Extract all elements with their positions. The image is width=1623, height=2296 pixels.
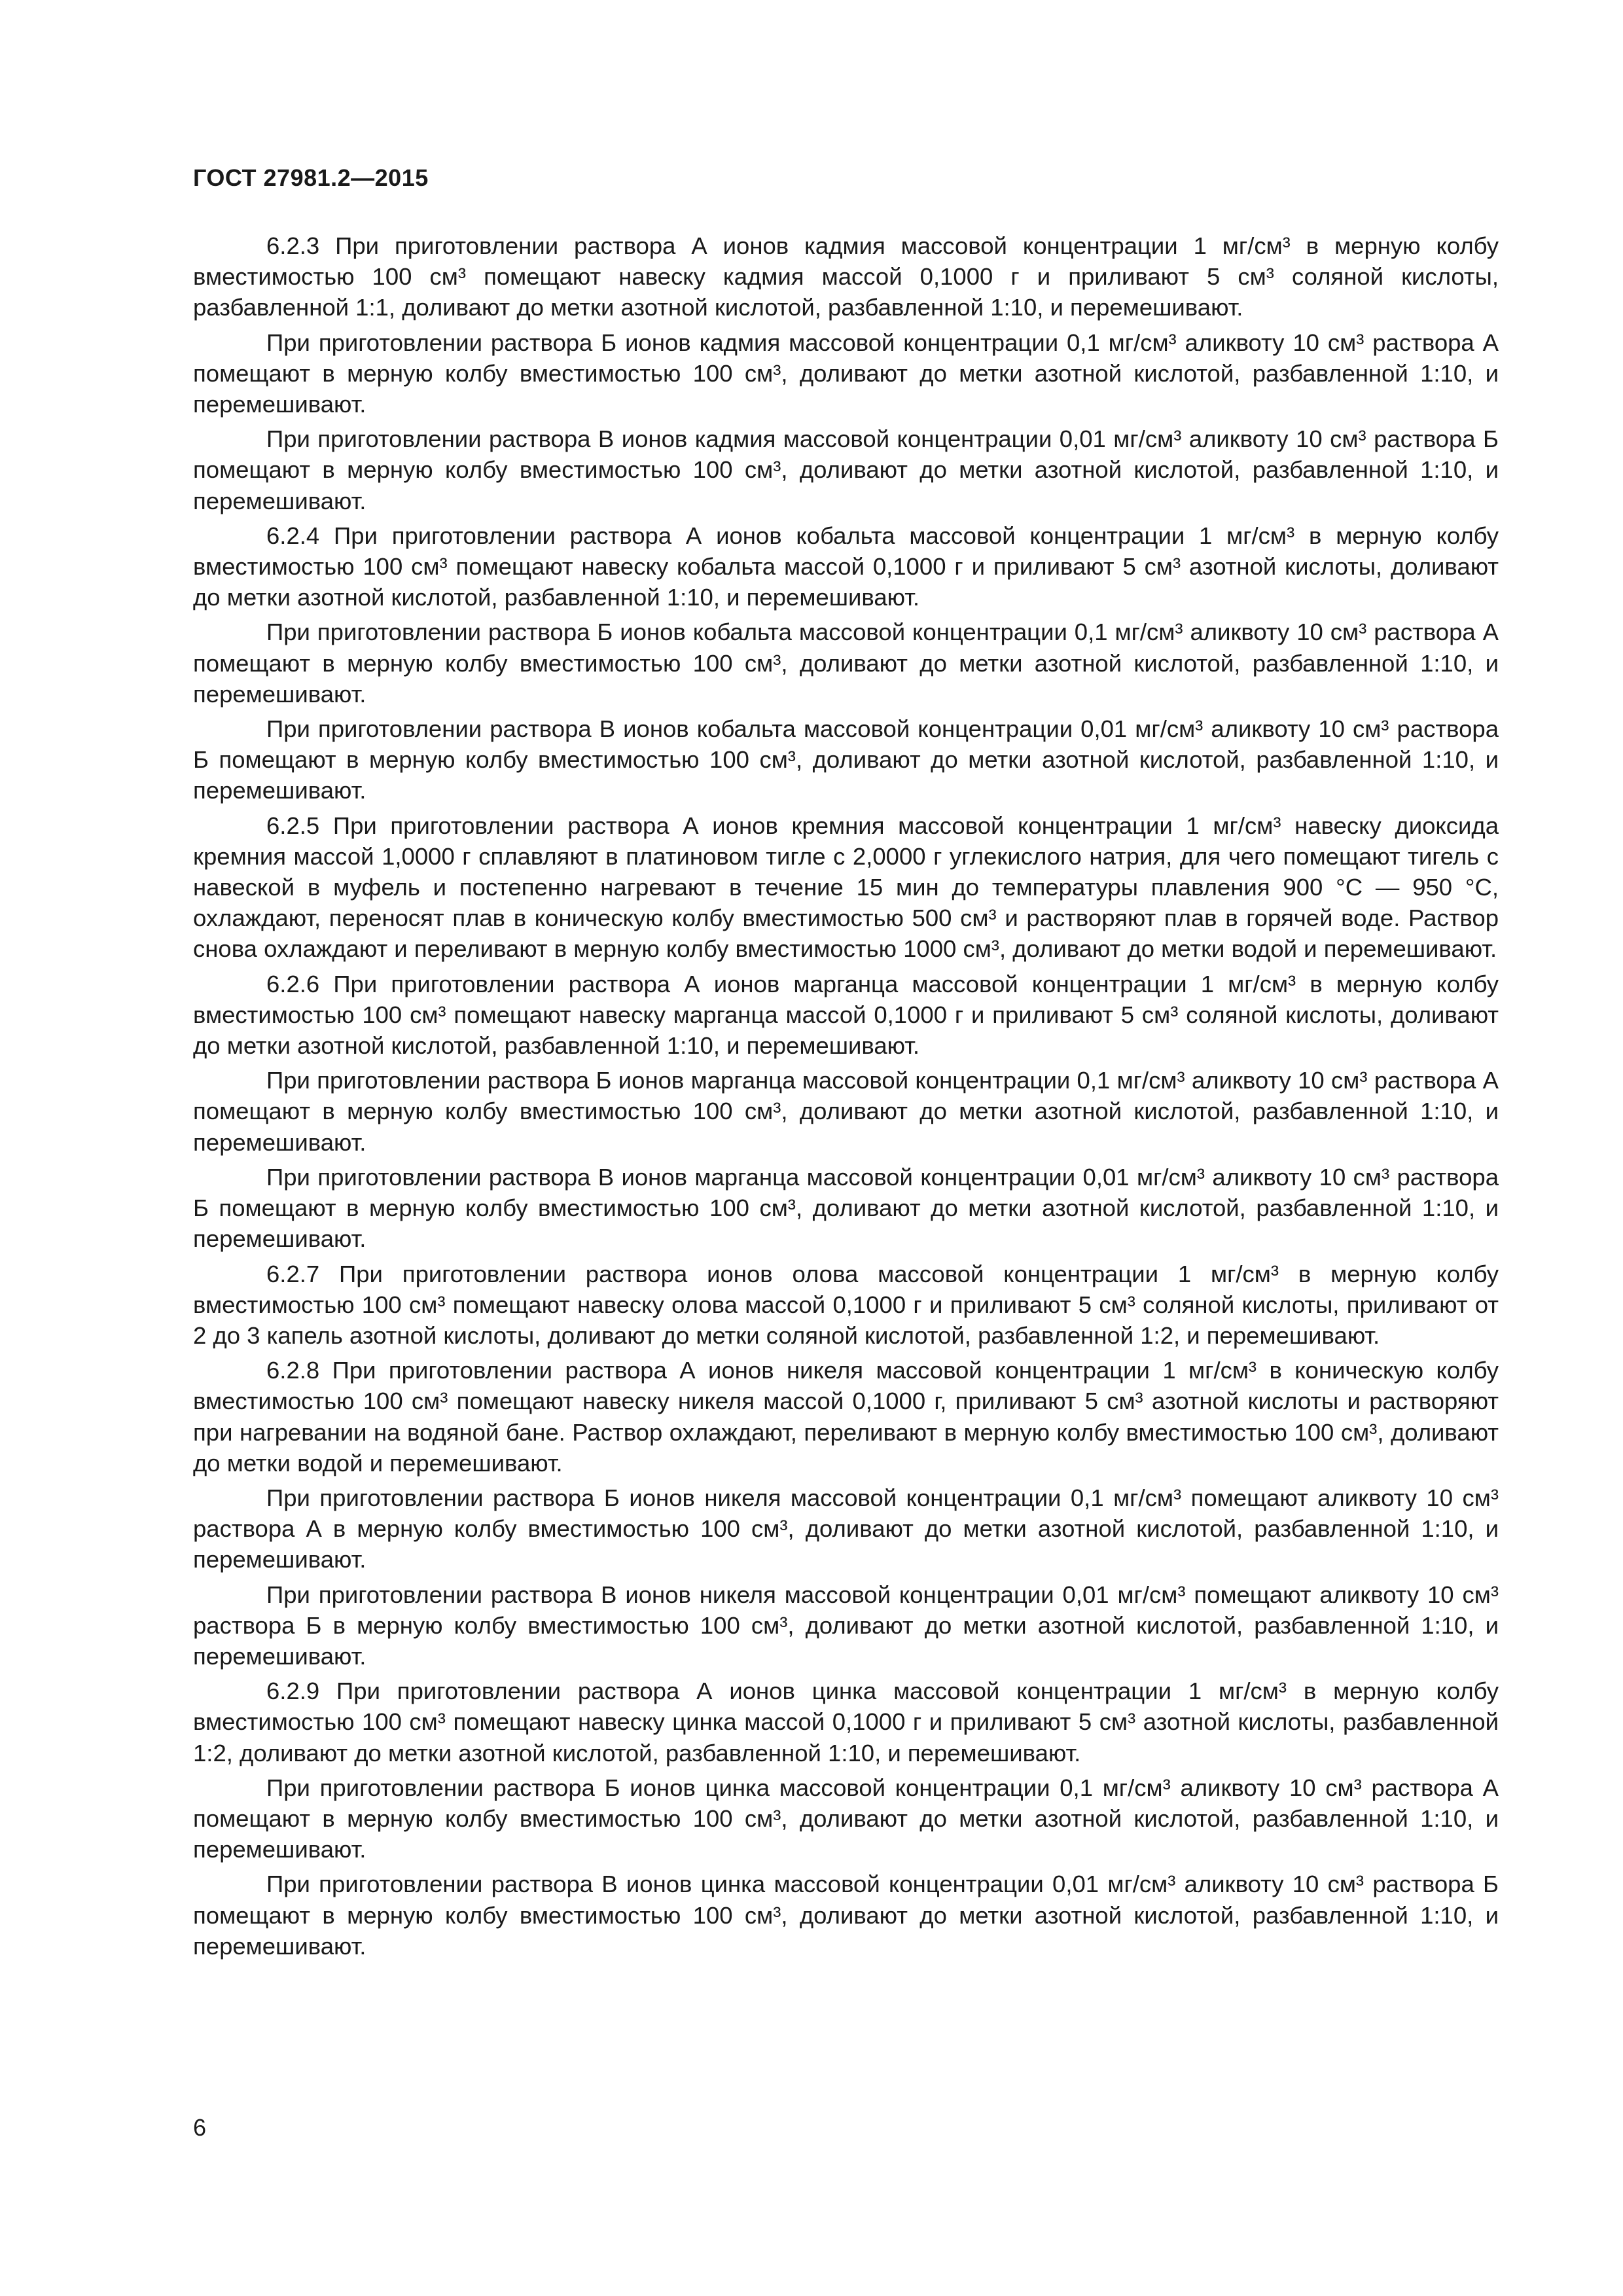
paragraph-6-2-8: 6.2.8 При приготовлении раствора А ионов никеля массовой концентрации 1 мг/см³ в коническую колбу вместимостью 100 см³ помещают навеску никеля массой 0,1000 г, приливают 5 см³ азотной кислоты и растворяют при нагревании на водяной бане. Раствор охлаждают, переливают в мерную колбу вместимостью 100 см³, доливают до метки водой и перемешивают. [193,1357,1499,1477]
paragraph-manganese-b: При приготовлении раствора Б ионов марганца массовой концентрации 0,1 мг/см³ аликвоту 10 см³ раствора А помещают в мерную колбу вместимостью 100 см³, доливают до метки азотной кислотой, разбавленной 1:10, и перемешивают. [193,1067,1499,1156]
paragraph-6-2-7: 6.2.7 При приготовлении раствора ионов олова массовой концентрации 1 мг/см³ в мерную колбу вместимостью 100 см³ помещают навеску олова массой 0,1000 г и приливают 5 см³ соляной кислоты, приливают от 2 до 3 капель азотной кислоты, доливают до метки соляной кислотой, разбавленной 1:2, и перемешивают. [193,1260,1499,1349]
document-body [193,230,1499,1965]
paragraph-cobalt-b: При приготовлении раствора Б ионов кобальта массовой концентрации 0,1 мг/см³ аликвоту 10 см³ раствора А помещают в мерную колбу вместимостью 100 см³, доливают до метки азотной кислотой, разбавленной 1:10, и перемешивают. [193,619,1499,708]
paragraph-nickel-b: При приготовлении раствора Б ионов никеля массовой концентрации 0,1 мг/см³ помещают аликвоту 10 см³ раствора А в мерную колбу вместимостью 100 см³, доливают до метки азотной кислотой, разбавленной 1:10, и перемешивают. [193,1484,1499,1573]
paragraph-nickel-v: При приготовлении раствора В ионов никеля массовой концентрации 0,01 мг/см³ помещают аликвоту 10 см³ раствора Б в мерную колбу вместимостью 100 см³, доливают до метки азотной кислотой, разбавленной 1:10, и перемешивают. [193,1581,1499,1670]
paragraph-6-2-5: 6.2.5 При приготовлении раствора А ионов кремния массовой концентрации 1 мг/см³ навеску диоксида кремния массой 1,0000 г сплавляют в платиновом тигле с 2,0000 г углекислого натрия, для чего помещают тигель с навеской в муфель и постепенно нагревают в течение 15 мин до температуры плавления 900 °C — 950 °C, охлаждают, переносят плав в коническую колбу вместимостью 500 см³ и растворяют плав в горячей воде. Раствор снова охлаждают и переливают в мерную колбу вместимостью 1000 см³, доливают до метки водой и перемешивают. [193,812,1499,963]
paragraph-cobalt-v: При приготовлении раствора В ионов кобальта массовой концентрации 0,01 мг/см³ аликвоту 10 см³ раствора Б помещают в мерную колбу вместимостью 100 см³, доливают до метки азотной кислотой, разбавленной 1:10, и перемешивают. [193,715,1499,804]
paragraph-cadmium-v: При приготовлении раствора В ионов кадмия массовой концентрации 0,01 мг/см³ аликвоту 10 см³ раствора Б помещают в мерную колбу вместимостью 100 см³, доливают до метки азотной кислотой, разбавленной 1:10, и перемешивают. [193,425,1499,514]
page-header-standard: ГОСТ 27981.2—2015 [193,164,429,191]
page-number: 6 [193,2114,207,2141]
paragraph-zinc-v: При приготовлении раствора В ионов цинка массовой концентрации 0,01 мг/см³ аликвоту 10 см³ раствора Б помещают в мерную колбу вместимостью 100 см³, доливают до метки азотной кислотой, разбавленной 1:10, и перемешивают. [193,1871,1499,1960]
paragraph-manganese-v: При приготовлении раствора В ионов марганца массовой концентрации 0,01 мг/см³ аликвоту 10 см³ раствора Б помещают в мерную колбу вместимостью 100 см³, доливают до метки азотной кислотой, разбавленной 1:10, и перемешивают. [193,1163,1499,1253]
paragraph-cadmium-b: При приготовлении раствора Б ионов кадмия массовой концентрации 0,1 мг/см³ аликвоту 10 см³ раствора А помещают в мерную колбу вместимостью 100 см³, доливают до метки азотной кислотой, разбавленной 1:10, и перемешивают. [193,329,1499,418]
paragraph-6-2-6: 6.2.6 При приготовлении раствора А ионов марганца массовой концентрации 1 мг/см³ в мерную колбу вместимостью 100 см³ помещают навеску марганца массой 0,1000 г и приливают 5 см³ соляной кислоты, доливают до метки азотной кислотой, разбавленной 1:10, и перемешивают. [193,970,1499,1060]
paragraph-6-2-4: 6.2.4 При приготовлении раствора А ионов кобальта массовой концентрации 1 мг/см³ в мерную колбу вместимостью 100 см³ помещают навеску кобальта массой 0,1000 г и приливают 5 см³ азотной кислоты, доливают до метки азотной кислотой, разбавленной 1:10, и перемешивают. [193,522,1499,611]
paragraph-zinc-b: При приготовлении раствора Б ионов цинка массовой концентрации 0,1 мг/см³ аликвоту 10 см³ раствора А помещают в мерную колбу вместимостью 100 см³, доливают до метки азотной кислотой, разбавленной 1:10, и перемешивают. [193,1774,1499,1863]
paragraph-6-2-3: 6.2.3 При приготовлении раствора А ионов кадмия массовой концентрации 1 мг/см³ в мерную колбу вместимостью 100 см³ помещают навеску кадмия массой 0,1000 г и приливают 5 см³ соляной кислоты, разбавленной 1:1, доливают до метки азотной кислотой, разбавленной 1:10, и перемешивают. [193,232,1499,321]
paragraph-6-2-9: 6.2.9 При приготовлении раствора А ионов цинка массовой концентрации 1 мг/см³ в мерную колбу вместимостью 100 см³ помещают навеску цинка массой 0,1000 г и приливают 5 см³ азотной кислоты, разбавленной 1:2, доливают до метки азотной кислотой, разбавленной 1:10, и перемешивают. [193,1677,1499,1767]
